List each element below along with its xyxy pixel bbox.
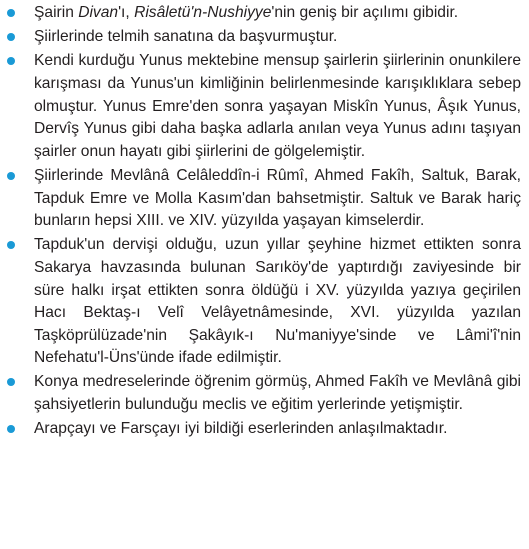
list-item-text bbox=[34, 373, 521, 413]
text-segment: Arapçayı ve Farsçayı iyi bildiği eserlerinden anlaşılmaktadır. bbox=[34, 420, 448, 438]
bullet-icon bbox=[7, 172, 15, 180]
bullet-icon bbox=[7, 378, 15, 386]
bullet-icon bbox=[7, 425, 15, 433]
text-segment: 'ı, bbox=[118, 4, 135, 21]
list-item bbox=[7, 26, 521, 49]
italic-title: Risâletü'n-Nushiyye bbox=[134, 4, 272, 21]
bullet-icon bbox=[7, 9, 15, 17]
text-segment: 'nin geniş bir açılımı gibidir. bbox=[271, 4, 459, 21]
bullet-icon bbox=[7, 57, 15, 65]
bullet-icon bbox=[7, 33, 15, 41]
list-item bbox=[7, 2, 521, 25]
text-segment: Şiirlerinde Mevlânâ Celâleddîn-i Rûmî, Ahmed Fakîh, Saltuk, Barak, Tapduk Emre ve Molla Kasım'dan bahsetmiştir. Saltuk ve Barak hariç bunların hepsi XIII. ve XIV. yüzyılda yaşayan kimselerdir. bbox=[34, 166, 521, 230]
list-item bbox=[7, 50, 521, 163]
list-item bbox=[7, 234, 521, 370]
list-item-text bbox=[34, 28, 337, 45]
text-segment: Şiirlerinde telmih sanatına da başvurmuştur. bbox=[34, 28, 338, 46]
list-item bbox=[7, 418, 521, 441]
list-item-text bbox=[34, 52, 521, 159]
text-segment: Tapduk'un dervişi olduğu, uzun yıllar şeyhine hizmet ettikten sonra Sakarya havzasında bulunan Sarıköy'de yaptırdığı zaviyesinde bir süre halkı irşat ettikten sonra öldüğü i XV. yüzyılda yazıya geçirilen Hacı Bektaş-ı Velî Velâyetnâmesinde, XVI. yüzyılda yazılan Taşköprülüzade'nin Şakâyık-ı Nu'maniyye'sinde ve Lâmi'î'nin Nefehatu'l-Üns'ünde ifade edilmiştir. bbox=[34, 236, 521, 367]
italic-title: Divan bbox=[78, 4, 119, 21]
list-item-text bbox=[34, 167, 521, 229]
bullet-icon bbox=[7, 241, 15, 249]
list-item-text bbox=[34, 4, 458, 21]
bullet-list bbox=[7, 2, 521, 442]
text-segment: Şairin bbox=[34, 4, 79, 21]
list-item-text bbox=[34, 236, 521, 366]
list-item bbox=[7, 371, 521, 416]
list-item-text bbox=[34, 420, 447, 437]
text-segment: Konya medreselerinde öğrenim görmüş, Ahmed Fakîh ve Mevlânâ gibi şahsiyetlerin bulunduğu meclis ve eğitim yerlerinde yetişmiştir. bbox=[34, 373, 521, 414]
text-segment: Kendi kurduğu Yunus mektebine mensup şairlerin şiirlerinin onunkilere karışması da Yunus'un kimliğinin belirlenmesinde karışıklıklara sebep olmuştur. Yunus Emre'den sonra yaşayan Miskîn Yunus, Âşık Yunus, Dervîş Yunus gibi daha başka adlarla anılan veya Yunus adını taşıyan şairler onun hayatı gibi şiirlerini de gölgelemiştir. bbox=[34, 52, 521, 160]
list-item bbox=[7, 165, 521, 233]
